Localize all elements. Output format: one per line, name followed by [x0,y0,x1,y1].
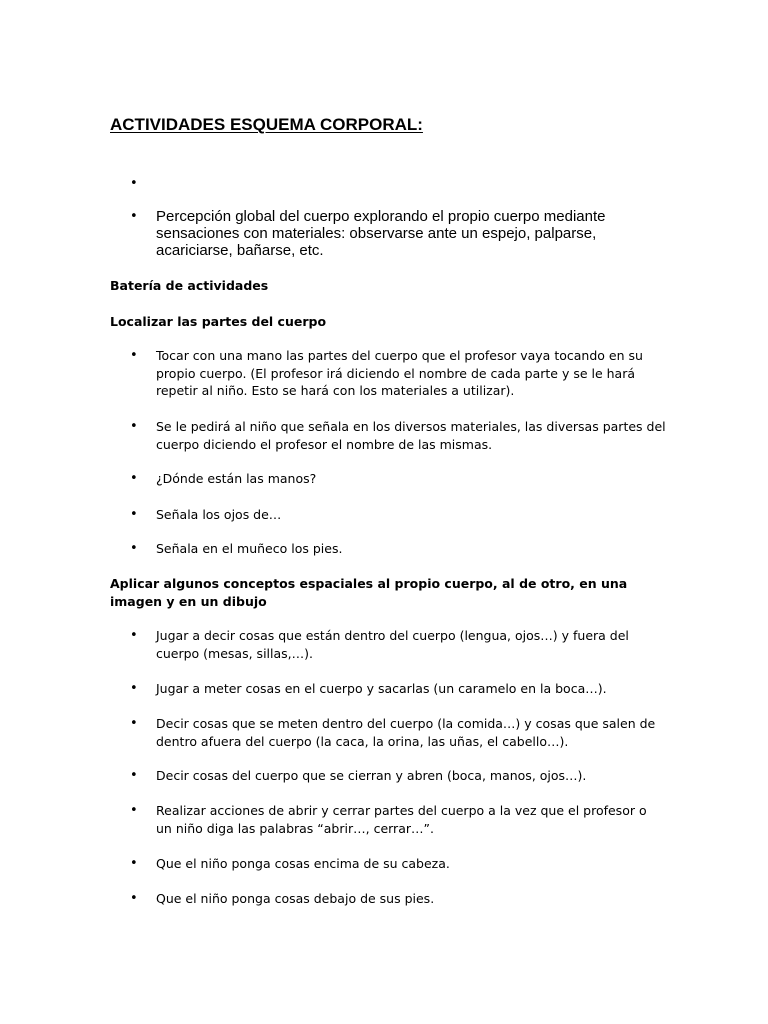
bullet-icon: • [130,891,138,906]
bullet-icon: • [130,209,138,224]
list-item-text: Percepción global del cuerpo explorando el propio cuerpo mediante sensaciones con materiales: observarse ante un espejo, palparse, acariciarse, bañarse, etc. [156,208,606,259]
bullet-icon: • [130,471,138,486]
bullet-icon: • [130,803,138,818]
bullet-icon: • [130,541,138,556]
list-item-text: Jugar a meter cosas en el cuerpo y sacarlas (un caramelo en la boca…). [156,681,607,696]
bullet-icon: • [130,681,138,696]
section-heading-bateria: Batería de actividades [110,278,269,293]
list-item-text: ¿Dónde están las manos? [156,471,317,486]
bullet-icon: • [130,628,138,643]
bullet-icon: • [130,856,138,871]
bullet-icon: • [130,176,138,191]
bullet-icon: • [130,419,138,434]
list-item-empty [110,175,670,193]
bullet-icon: • [130,716,138,731]
list-item-text: Que el niño ponga cosas encima de su cabeza. [156,856,450,871]
list-item-text: Tocar con una mano las partes del cuerpo que el profesor vaya tocando en su propio cuerpo. (El profesor irá diciendo el nombre de cada parte y se le hará repetir al niño. Esto se hará con los materiales a utilizar). [156,348,643,398]
list-item-text: Jugar a decir cosas que están dentro del cuerpo (lengua, ojos…) y fuera del cuerpo (mesas, sillas,…). [156,628,629,661]
list-item [110,208,670,262]
section-heading-localizar: Localizar las partes del cuerpo [110,314,327,329]
document-title: ACTIVIDADES ESQUEMA CORPORAL: [110,115,423,134]
list-item-text: Se le pedirá al niño que señala en los diversos materiales, las diversas partes del cuerpo diciendo el profesor el nombre de las mismas. [156,419,666,452]
section-heading-aplicar: Aplicar algunos conceptos espaciales al propio cuerpo, al de otro, en una imagen y en un dibujo [110,576,628,609]
list-item-text: Decir cosas que se meten dentro del cuerpo (la comida…) y cosas que salen de dentro afuera del cuerpo (la caca, la orina, las uñas, el cabello…). [156,716,656,749]
bullet-icon: • [130,768,138,783]
list-item-text: Señala en el muñeco los pies. [156,541,343,556]
list-item-text: Decir cosas del cuerpo que se cierran y abren (boca, manos, ojos…). [156,768,587,783]
list-item-text: Realizar acciones de abrir y cerrar partes del cuerpo a la vez que el profesor o un niño diga las palabras “abrir…, cerrar…”. [156,803,647,836]
bullet-icon: • [130,507,138,522]
list-item-text: Señala los ojos de… [156,507,282,522]
bullet-icon: • [130,348,138,363]
list-item-text: Que el niño ponga cosas debajo de sus pies. [156,891,435,906]
